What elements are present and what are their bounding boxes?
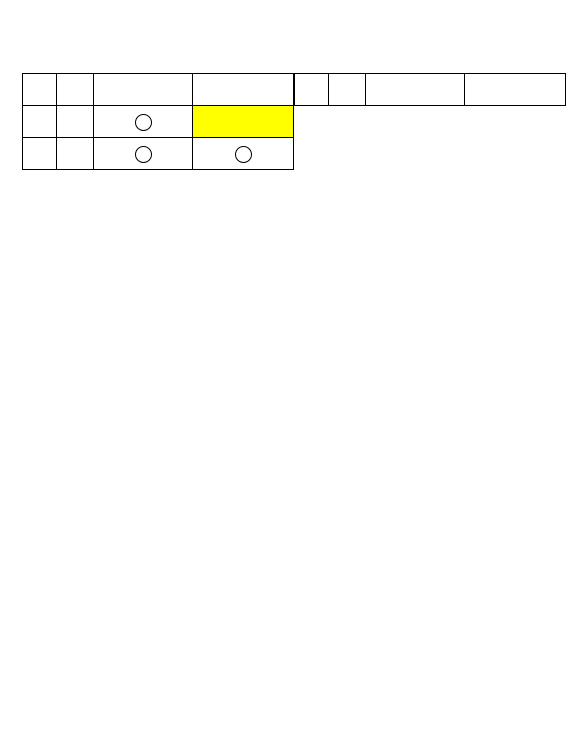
header-dow (329, 74, 366, 106)
calendar-row (23, 138, 294, 170)
afternoon-status (193, 138, 294, 170)
hours-line-2 (22, 676, 168, 698)
header-row (23, 74, 294, 106)
header-row (295, 74, 566, 106)
header-day (23, 74, 57, 106)
calendar-table-right (294, 73, 566, 106)
hours-line-1 (22, 640, 168, 662)
morning-status (94, 138, 193, 170)
day-of-week (57, 138, 94, 170)
header-pm (193, 74, 294, 106)
header-am (366, 74, 465, 106)
available-circle-icon (135, 146, 152, 163)
header-day (295, 74, 329, 106)
day-of-week (57, 106, 94, 138)
header-dow (57, 74, 94, 106)
available-circle-icon (135, 114, 152, 131)
calendar-table-left (22, 73, 294, 170)
header-pm (465, 74, 566, 106)
day-number (23, 106, 57, 138)
day-number (23, 138, 57, 170)
morning-status (94, 106, 193, 138)
header-am (94, 74, 193, 106)
afternoon-status (193, 106, 294, 138)
available-circle-icon (235, 146, 252, 163)
calendar-row (23, 106, 294, 138)
